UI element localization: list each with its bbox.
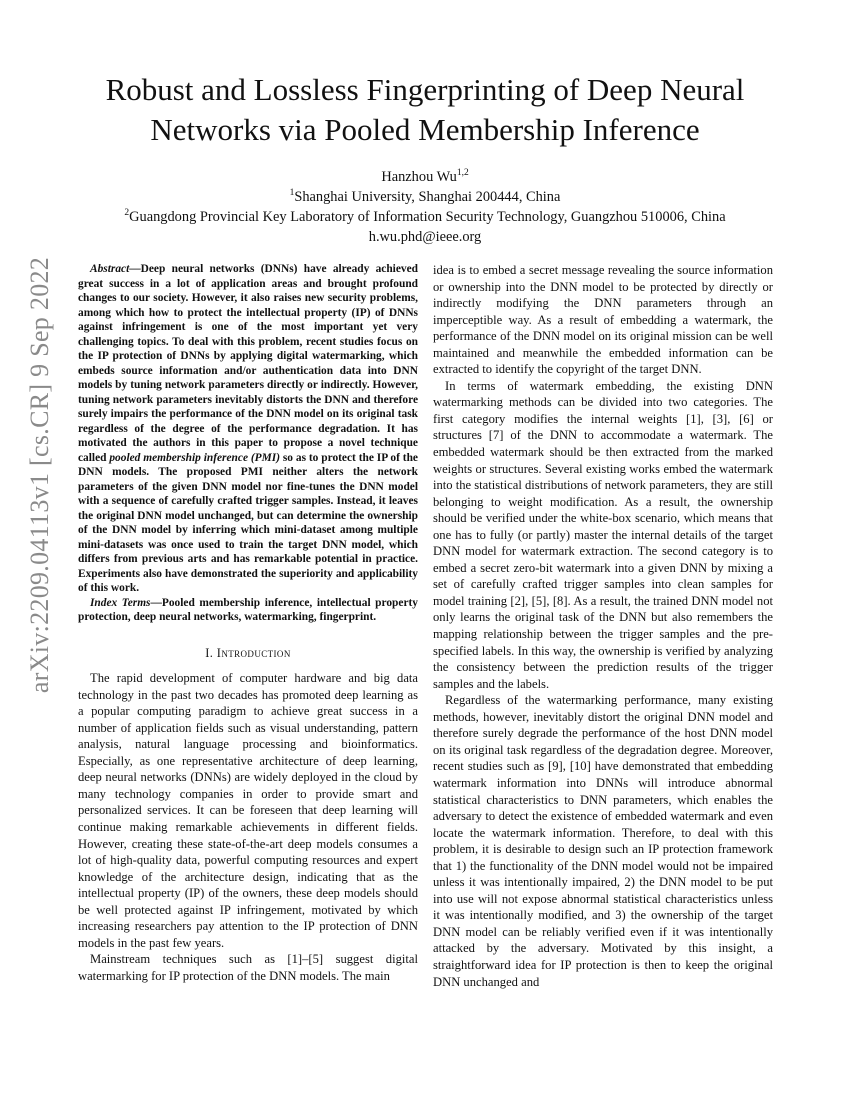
abstract-text-2: so as to protect the IP of the DNN models. The proposed PMI neither alters the network parameters of the given DNN model nor fine-tunes the DNN model with a sequence of carefully crafted trigger samples. Instead, it leaves the original DNN model unchanged, but can determine the ownership of the DNN model by inferring which mini-dataset among multiple mini-datasets was once used to train the target DNN model, which differs from previous arts and has remarkable potential in practice. Experiments also have demonstrated the superiority and applicability of this work.	[78, 451, 418, 594]
abstract	[78, 262, 418, 596]
index-terms	[78, 596, 418, 625]
section-heading-introduction	[78, 645, 418, 662]
arxiv-identifier-text: arXiv:2209.04113v1 [cs.CR] 9 Sep 2022	[25, 256, 54, 694]
abstract-text-1: Deep neural networks (DNNs) have already achieved great success in a lot of application areas and brought profound changes to our society. However, it also raises new security problems, among which how to protect the intellectual property (IP) of DNNs against infringement is one of the most important yet very challenging topics. To deal with this problem, recent studies focus on the IP protection of DNNs by applying digital watermarking, which embeds source information and/or authentication data into DNN models by tuning network parameters directly or indirectly. However, tuning network parameters inevitably distorts the DNN and therefore surely impairs the performance of the DNN model on its original task regardless of the degree of the performance degradation. It has motivated the authors in this paper to propose a novel technique called	[78, 263, 418, 464]
index-terms-dash: —	[150, 596, 162, 609]
abstract-label: Abstract	[90, 263, 130, 275]
right-column	[433, 262, 773, 990]
affiliation-2	[80, 207, 770, 227]
left-column	[78, 262, 418, 984]
author-name: Hanzhou Wu	[381, 169, 457, 185]
affiliation-text: Guangdong Provincial Key Laboratory of Information Security Technology, Guangzhou 510006, China	[129, 209, 726, 225]
body-paragraph: Mainstream techniques such as [1]–[5] suggest digital watermarking for IP protection of the DNN models. The main	[78, 952, 418, 983]
author-block	[80, 167, 770, 247]
section-number: I.	[205, 645, 217, 660]
body-paragraph: idea is to embed a secret message revealing the source information or ownership into the DNN model to be protected by directly or indirectly modifying the DNN parameters through an imperceptible way. As a result of embedding a watermark, the performance of the DNN model on its original mission can be well maintained and meanwhile the embedded information can be extracted to identify the copyright of the target DNN.	[433, 263, 773, 377]
abstract-emphasis: pooled membership inference (PMI)	[109, 451, 280, 464]
affiliation-mark: 1	[289, 188, 295, 199]
author-affiliation-marks: 1,2	[456, 168, 469, 179]
body-paragraph: In terms of watermark embedding, the existing DNN watermarking methods can be divided into two categories. The first category modifies the internal weights [1], [3], [6] or structures [7] of the DNN to accommodate a watermark. The embedded watermark should be then extracted from the marked weights or structures. Several existing works embed the watermark into the statistical distributions of network parameters, they are still belonging to weight modification. As a result, the ownership should be verified under the white-box scenario, which means that one has to fully (or partly) master the internal details of the target DNN model for watermark extraction. The second category is to embed a secret zero-bit watermark into a given DNN by mixing a set of carefully crafted trigger samples into clean samples for model training [2], [5], [8]. As a result, the trained DNN model not only learns the original task of the DNN but also remembers the mapping relationship between the trigger samples and the pre-specified labels. In this way, the ownership is verified by analyzing the consistency between the prediction results of the trigger samples and the labels.	[433, 378, 773, 691]
affiliation-text: Shanghai University, Shanghai 200444, China	[294, 189, 561, 205]
arxiv-identifier-stamp	[20, 256, 60, 694]
index-terms-text: Pooled membership inference, intellectual property protection, deep neural networks, watermarking, fingerprint.	[78, 596, 418, 623]
affiliation-1	[80, 187, 770, 207]
index-terms-label: Index Terms	[90, 596, 151, 609]
body-paragraph: Regardless of the watermarking performance, many existing methods, however, inevitably distort the original DNN model and therefore surely degrade the performance of the host DNN model on its original task regardless of the degradation degree. Moreover, recent studies such as [9], [10] have demonstrated that embedding watermark information into DNNs will introduce abnormal statistical characteristics to DNN parameters, which enables the adversary to detect the existence of embedded watermark and even locate the watermark information. Therefore, to deal with this problem, it is desirable to design such an IP protection framework that 1) the functionality of the DNN model would not be impaired unless it was intentionally impaired, 2) the DNN model to be put into use will not expose abnormal statistical characteristics unless it was intentionally modified, and 3) the ownership of the target DNN model can be reliably verified even if it was intentionally attacked by the adversary. Motivated by this insight, a straightforward idea for IP protection is then to keep the original DNN unchanged and	[433, 693, 773, 989]
author-line	[80, 167, 770, 187]
body-paragraph: The rapid development of computer hardware and big data technology in the past two decades has promoted deep learning as a popular computing paradigm to achieve great success in a number of application fields such as visual understanding, pattern analysis, natural language processing and bioinformatics. Especially, as one representative architecture of deep learning, deep neural networks (DNNs) are widely deployed in the cloud by many technology companies in order to provide smart and personalized services. It can be foreseen that deep learning will continue making remarkable achievements in different fields. However, creating these state-of-the-art deep models consumes a lot of high-quality data, powerful computing resources and expert knowledge of the architecture design, indicating that as the intellectual property (IP) of the owners, these deep models should be well protected against IP infringement, motivated by which increasing researchers pay attention to the IP protection of DNN models in the past few years.	[78, 671, 418, 950]
abstract-dash: —	[129, 263, 141, 275]
affiliation-mark: 2	[124, 208, 130, 219]
section-title: Introduction	[216, 645, 291, 660]
author-email: h.wu.phd@ieee.org	[368, 229, 482, 245]
paper-title: Robust and Lossless Fingerprinting of Deep Neural Networks via Pooled Membership Inference	[105, 72, 745, 147]
